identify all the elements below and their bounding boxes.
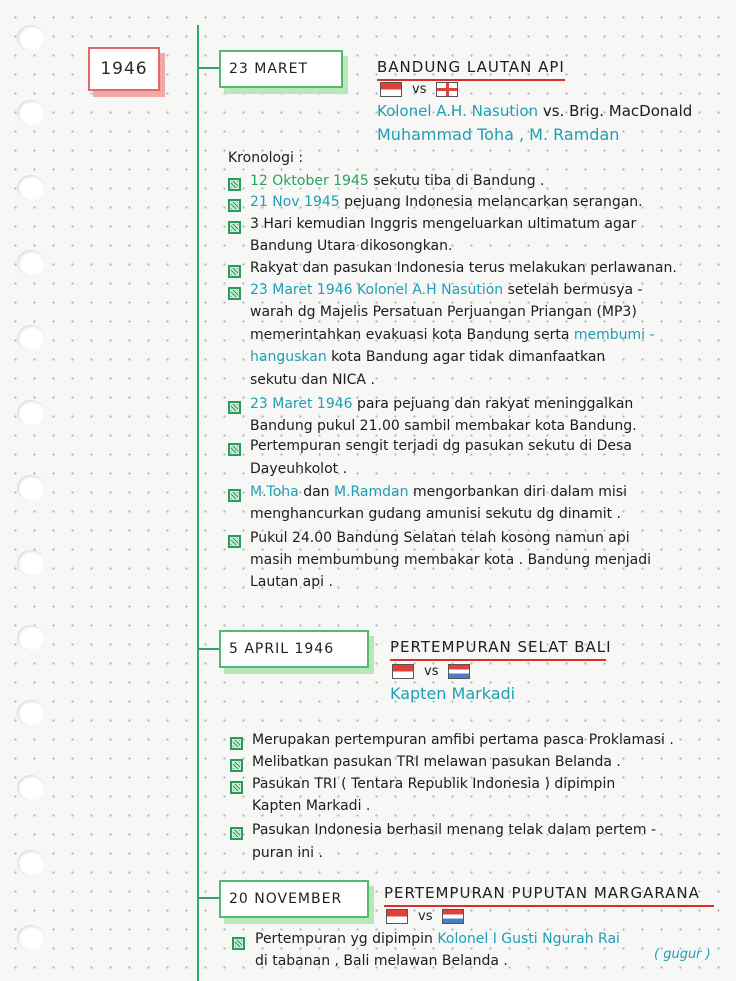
bullet-highlight: membumi - [573,327,655,343]
list-item: Pasukan TRI ( Tentara Republik Indonesia ) dipimpin [252,776,616,792]
binder-hole [17,25,45,51]
event1-title: BANDUNG LAUTAN API [377,58,565,81]
list-item-cont: puran ini . [252,845,323,861]
list-item [250,282,643,298]
event1-heroes: Muhammad Toha , M. Ramdan [377,125,620,144]
binder-hole [17,700,45,726]
bullet-name: Kolonel A.H Nasution [357,282,504,298]
binder-hole [17,100,45,126]
bullet-text: mengorbankan diri dalam misi [412,484,627,500]
bullet-checkbox-icon [232,937,245,950]
bullet-text: Pertempuran yg dipimpin [255,931,433,947]
binder-hole [17,250,45,276]
list-item: Melibatkan pasukan TRI melawan pasukan Belanda . [252,754,621,770]
bullet-checkbox-icon [228,535,241,548]
event1-date: 23 MARET [219,50,343,88]
bullet-text: para pejuang dan rakyat meninggalkan [357,396,634,412]
binder-hole [17,325,45,351]
bullet-date: 12 Oktober 1945 [250,173,369,189]
event1-commanders [377,102,692,120]
list-item-cont: Bandung pukul 21.00 sambil membakar kota Bandung. [250,418,637,434]
timeline-tick [197,648,221,650]
list-item [250,396,633,412]
bullet-date: 23 Maret 1946 [250,282,353,298]
list-item-cont: Bandung Utara dikosongkan. [250,238,453,254]
bullet-date: 21 Nov 1945 [250,194,340,210]
list-item-cont: masih membumbung membakar kota . Bandung menjadi [250,552,651,568]
bullet-checkbox-icon [228,287,241,300]
bullet-text: sekutu tiba di Bandung . [373,173,545,189]
timeline-tick [197,897,221,899]
event2-flags [392,664,470,679]
binder-hole [17,175,45,201]
bullet-name: Kolonel I Gusti Ngurah Rai [437,931,620,947]
list-item: Rakyat dan pasukan Indonesia terus melakukan perlawanan. [250,260,677,276]
bullet-checkbox-icon [228,265,241,278]
event2-date: 5 APRIL 1946 [219,630,369,668]
list-item-cont [250,349,605,365]
netherlands-flag-icon [448,664,470,679]
bullet-checkbox-icon [228,178,241,191]
commander-indonesia: Kolonel A.H. Nasution [377,102,539,120]
bullet-text: memerintahkan evakuasi kota Bandung serta [250,327,570,343]
kronologi-label: Kronologi : [228,150,304,166]
list-item-cont: Dayeuhkolot . [250,461,348,477]
bullet-date: 23 Maret 1946 [250,396,353,412]
timeline-tick [197,67,221,69]
bullet-checkbox-icon [230,781,243,794]
list-item-cont: warah dg Majelis Persatuan Perjuangan Priangan (MP3) [250,304,637,320]
event3-title: PERTEMPURAN PUPUTAN MARGARANA [384,884,714,907]
bullet-highlight: hanguskan [250,349,327,365]
bullet-text: kota Bandung agar tidak dimanfaatkan [331,349,606,365]
list-item: Pukul 24.00 Bandung Selatan telah kosong namun api [250,530,630,546]
bullet-checkbox-icon [228,401,241,414]
bullet-checkbox-icon [228,489,241,502]
list-item: Merupakan pertempuran amfibi pertama pasca Proklamasi . [252,732,674,748]
bullet-checkbox-icon [230,759,243,772]
bullet-checkbox-icon [230,827,243,840]
bullet-text: pejuang Indonesia melancarkan serangan. [344,194,643,210]
list-item: 3 Hari kemudian Inggris mengeluarkan ultimatum agar [250,216,637,232]
vs-label: vs [424,664,439,679]
list-item-cont: sekutu dan NICA . [250,372,375,388]
binder-hole [17,550,45,576]
event3-flags [386,909,464,924]
event2-commander: Kapten Markadi [390,684,516,703]
netherlands-flag-icon [442,909,464,924]
timeline-line [197,25,199,981]
indonesia-flag-icon [386,909,408,924]
indonesia-flag-icon [380,82,402,97]
bullet-checkbox-icon [228,221,241,234]
uk-flag-icon [436,82,458,97]
bullet-checkbox-icon [228,443,241,456]
list-item: Pasukan Indonesia berhasil menang telak dalam pertem - [252,822,657,838]
list-item [255,931,620,947]
bullet-checkbox-icon [230,737,243,750]
gugur-note: ( gugur ) [654,947,711,962]
binder-hole [17,625,45,651]
vs-label: vs [412,82,427,97]
list-item [250,173,545,189]
list-item-cont: Lautan api . [250,574,333,590]
list-item-cont: Kapten Markadi . [252,798,371,814]
event2-title: PERTEMPURAN SELAT BALI [390,638,606,661]
binder-hole [17,775,45,801]
bullet-text: setelah bermusya - [507,282,643,298]
binder-hole [17,850,45,876]
list-item-cont: di tabanan , Bali melawan Belanda . [255,953,508,969]
indonesia-flag-icon [392,664,414,679]
list-item [250,194,643,210]
binder-hole [17,475,45,501]
list-item-cont: menghancurkan gudang amunisi sekutu dg dinamit . [250,506,621,522]
binder-hole [17,925,45,951]
event1-flags [380,82,458,97]
bullet-checkbox-icon [228,199,241,212]
bullet-text: dan [303,484,330,500]
vs-label: vs [418,909,433,924]
list-item [250,484,627,500]
commander-enemy: vs. Brig. MacDonald [542,102,693,120]
binder-hole [17,400,45,426]
event3-date: 20 NOVEMBER [219,880,369,918]
list-item-cont [250,327,655,343]
bullet-name: M.Ramdan [333,484,409,500]
bullet-name: M.Toha [250,484,299,500]
year-label: 1946 [88,47,160,91]
list-item: Pertempuran sengit terjadi dg pasukan sekutu di Desa [250,438,632,454]
